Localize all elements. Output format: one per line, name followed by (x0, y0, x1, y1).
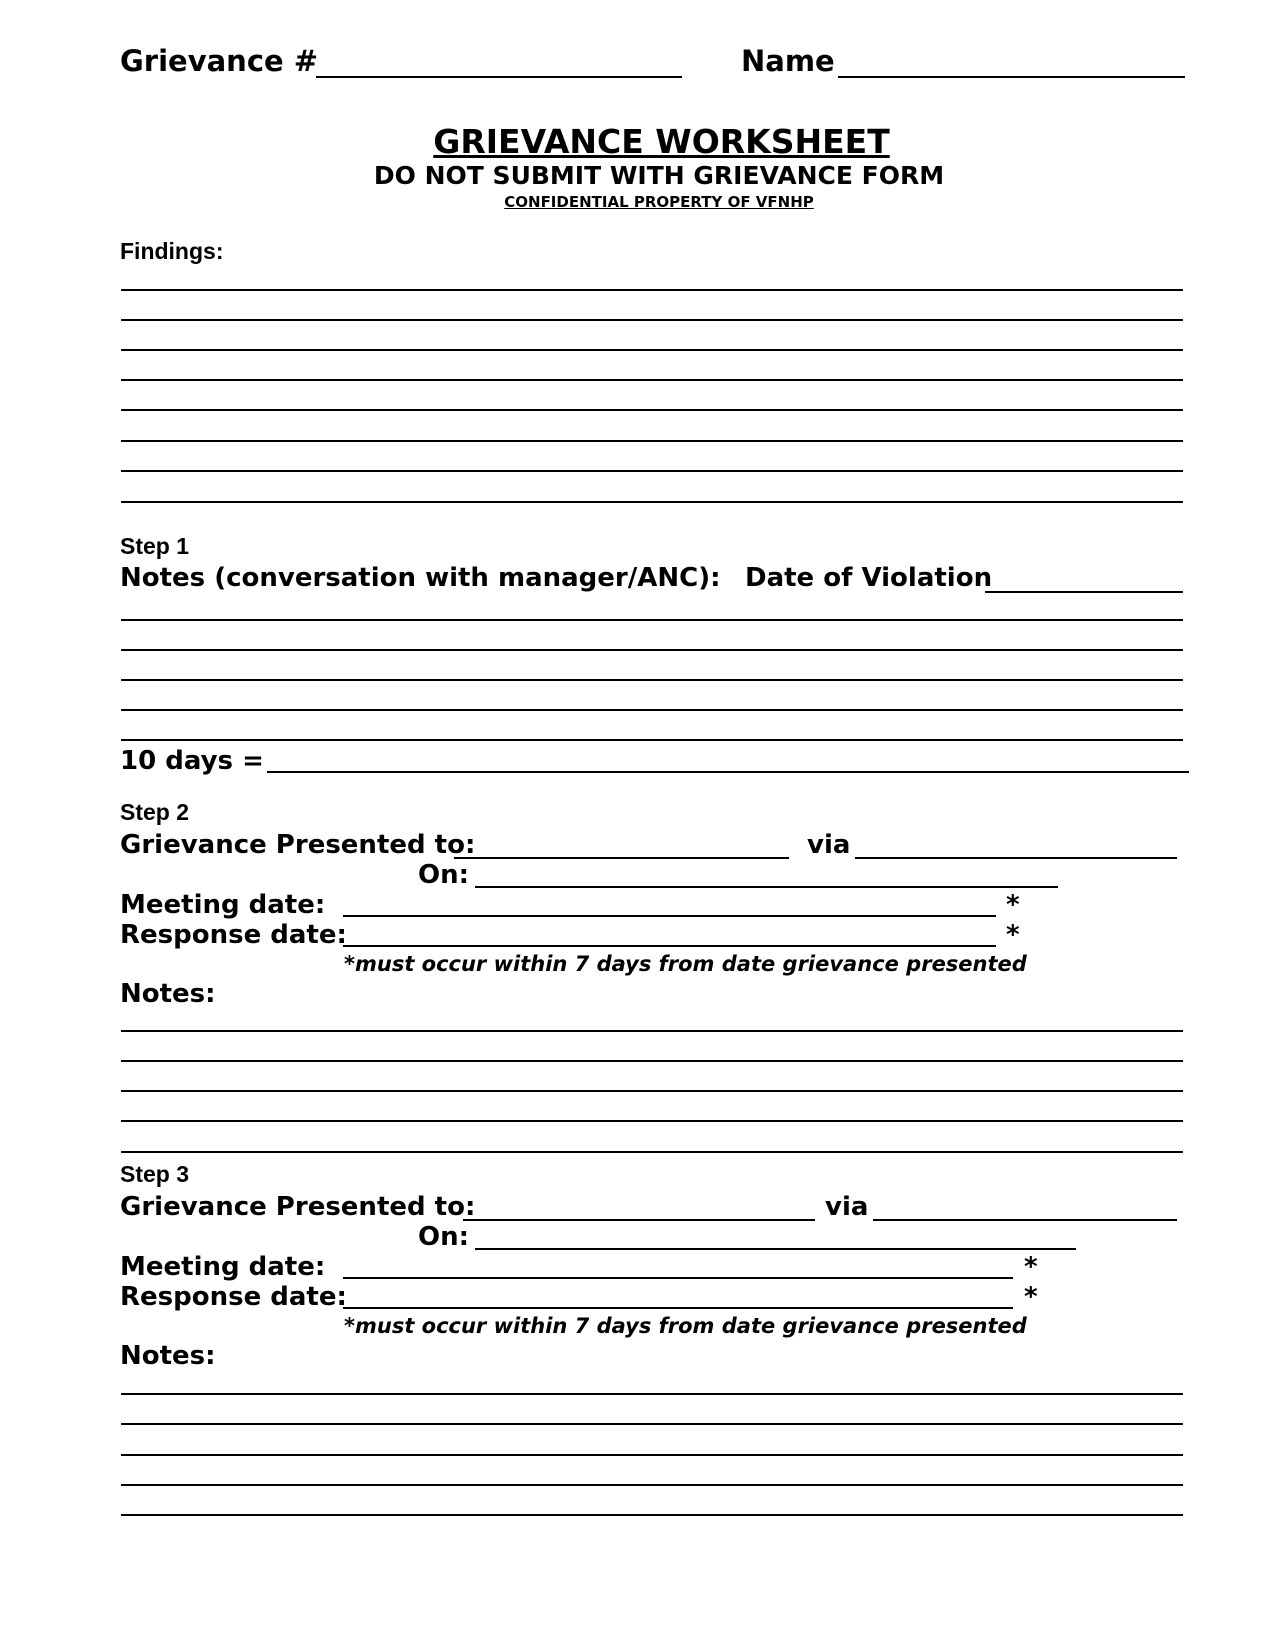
step3-via-label: via (825, 1192, 869, 1222)
name-label: Name (741, 44, 835, 78)
step2-notes-line[interactable] (121, 1120, 1183, 1122)
step3-meeting-field[interactable] (343, 1277, 1013, 1279)
step1-notes-line[interactable] (121, 739, 1183, 741)
findings-line[interactable] (121, 409, 1183, 411)
step1-notes-line[interactable] (121, 619, 1183, 621)
ten-days-field[interactable] (267, 771, 1189, 773)
page-title: GRIEVANCE WORKSHEET (433, 122, 890, 161)
step1-notes-label: Notes (conversation with manager/ANC): (120, 563, 721, 593)
step2-notes-label: Notes: (120, 979, 216, 1009)
findings-line[interactable] (121, 319, 1183, 321)
step3-footnote: *must occur within 7 days from date grievance presented (344, 1314, 1027, 1338)
step2-meeting-label: Meeting date: (120, 890, 326, 920)
grievance-number-label: Grievance # (120, 44, 319, 78)
step2-via-field[interactable] (855, 857, 1177, 859)
step2-heading: Step 2 (120, 799, 190, 825)
step2-footnote: *must occur within 7 days from date grievance presented (344, 952, 1027, 976)
step3-on-label: On: (418, 1222, 470, 1252)
step3-notes-line[interactable] (121, 1454, 1183, 1456)
step2-via-label: via (807, 830, 851, 860)
step2-presented-label: Grievance Presented to: (120, 830, 476, 860)
date-of-violation-label: Date of Violation (745, 563, 993, 593)
confidential-notice: CONFIDENTIAL PROPERTY OF VFNHP (504, 193, 814, 211)
step2-on-field[interactable] (475, 886, 1058, 888)
date-of-violation-field[interactable] (985, 591, 1183, 593)
step2-notes-line[interactable] (121, 1090, 1183, 1092)
step1-notes-line[interactable] (121, 709, 1183, 711)
findings-line[interactable] (121, 349, 1183, 351)
findings-line[interactable] (121, 501, 1183, 503)
step2-notes-line[interactable] (121, 1060, 1183, 1062)
step3-heading: Step 3 (120, 1161, 190, 1187)
step2-meeting-asterisk: * (1006, 890, 1020, 920)
step3-notes-line[interactable] (121, 1393, 1183, 1395)
step1-notes-line[interactable] (121, 649, 1183, 651)
name-field[interactable] (838, 76, 1185, 78)
grievance-number-field[interactable] (316, 76, 682, 78)
step3-notes-line[interactable] (121, 1423, 1183, 1425)
step3-presented-field[interactable] (463, 1219, 815, 1221)
findings-line[interactable] (121, 379, 1183, 381)
step3-meeting-label: Meeting date: (120, 1252, 326, 1282)
step3-response-label: Response date: (120, 1282, 347, 1312)
step2-response-label: Response date: (120, 920, 347, 950)
step3-presented-label: Grievance Presented to: (120, 1192, 476, 1222)
step2-notes-line[interactable] (121, 1030, 1183, 1032)
step3-notes-line[interactable] (121, 1484, 1183, 1486)
step3-meeting-asterisk: * (1024, 1252, 1038, 1282)
findings-label: Findings: (120, 238, 224, 264)
step3-on-field[interactable] (475, 1248, 1076, 1250)
step3-notes-label: Notes: (120, 1341, 216, 1371)
findings-line[interactable] (121, 289, 1183, 291)
findings-line[interactable] (121, 440, 1183, 442)
ten-days-label: 10 days = (120, 746, 264, 776)
step1-heading: Step 1 (120, 533, 190, 559)
step2-response-field[interactable] (343, 945, 996, 947)
step1-notes-line[interactable] (121, 679, 1183, 681)
step2-response-asterisk: * (1006, 920, 1020, 950)
findings-line[interactable] (121, 470, 1183, 472)
step3-response-asterisk: * (1024, 1282, 1038, 1312)
step2-meeting-field[interactable] (343, 915, 996, 917)
step2-presented-field[interactable] (454, 857, 789, 859)
step2-notes-line[interactable] (121, 1151, 1183, 1153)
step3-response-field[interactable] (343, 1307, 1013, 1309)
step3-notes-line[interactable] (121, 1514, 1183, 1516)
step3-via-field[interactable] (873, 1219, 1177, 1221)
page-subtitle: DO NOT SUBMIT WITH GRIEVANCE FORM (373, 161, 945, 190)
step2-on-label: On: (418, 860, 470, 890)
